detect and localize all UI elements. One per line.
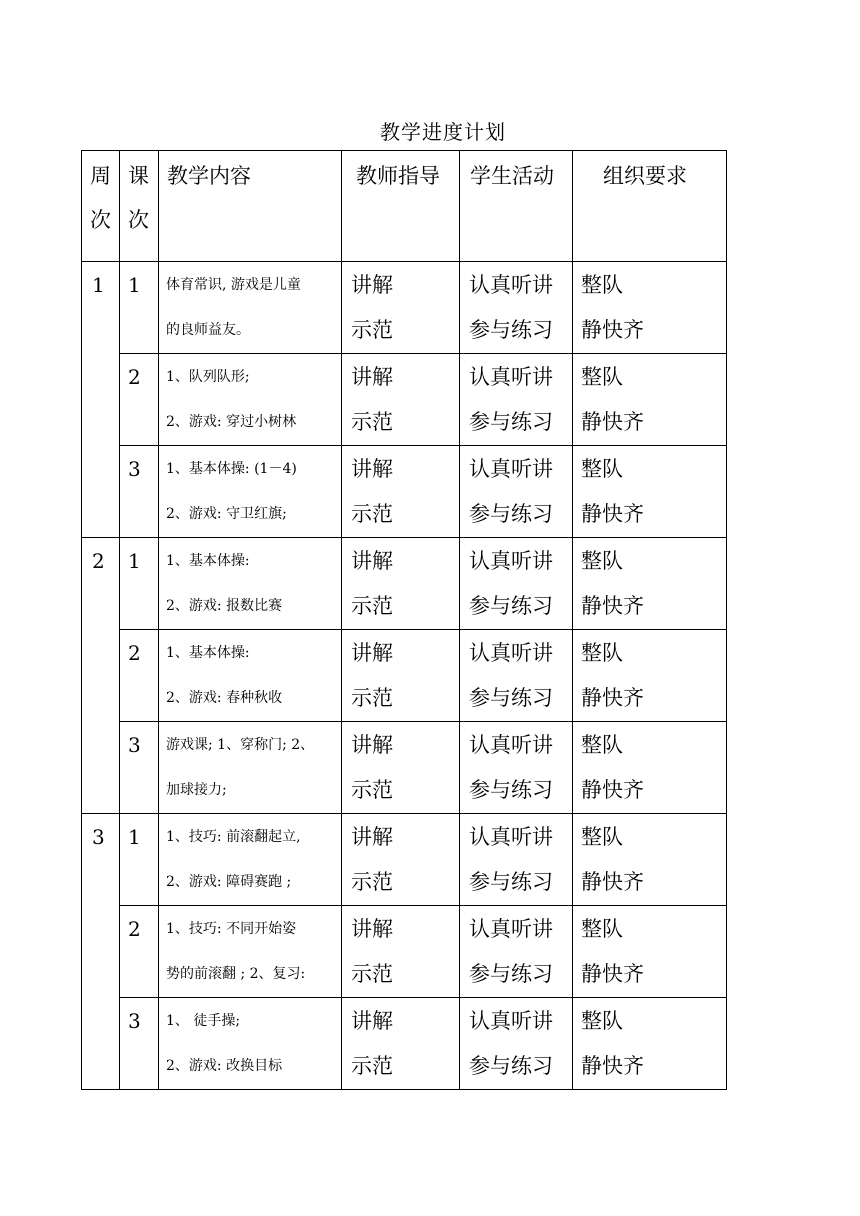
student-cell xyxy=(460,998,573,1090)
teacher-cell xyxy=(342,998,460,1090)
org-line: 静快齐 xyxy=(581,778,644,802)
student-line: 参与练习 xyxy=(469,1054,553,1078)
header-content-label: 教学内容 xyxy=(167,164,251,188)
week-cell xyxy=(82,814,120,1090)
lesson-cell xyxy=(120,446,159,538)
week-number: 3 xyxy=(92,825,105,849)
lesson-number: 1 xyxy=(128,273,141,297)
teacher-line: 示范 xyxy=(351,1054,393,1078)
org-line: 静快齐 xyxy=(581,594,644,618)
content-line: 2、游戏: 穿过小树林 xyxy=(166,414,297,430)
student-line: 认真听讲 xyxy=(469,825,553,849)
org-line: 整队 xyxy=(581,273,623,297)
teacher-line: 讲解 xyxy=(351,641,393,665)
student-line: 参与练习 xyxy=(469,778,553,802)
org-cell xyxy=(573,814,727,906)
table-row xyxy=(82,262,727,354)
content-line: 1、队列队形; xyxy=(166,369,250,385)
teacher-line: 讲解 xyxy=(351,733,393,757)
org-line: 静快齐 xyxy=(581,686,644,710)
org-cell xyxy=(573,538,727,630)
student-line: 认真听讲 xyxy=(469,733,553,757)
org-cell xyxy=(573,630,727,722)
header-content xyxy=(159,151,342,262)
lesson-number: 2 xyxy=(128,365,141,389)
week-number: 1 xyxy=(92,273,105,297)
org-line: 整队 xyxy=(581,365,623,389)
student-line: 认真听讲 xyxy=(469,457,553,481)
teacher-cell xyxy=(342,630,460,722)
content-line: 1、基本体操: (1－4) xyxy=(166,461,297,477)
student-line: 参与练习 xyxy=(469,870,553,894)
student-line: 参与练习 xyxy=(469,410,553,434)
org-cell xyxy=(573,998,727,1090)
header-student xyxy=(460,151,573,262)
teacher-cell xyxy=(342,538,460,630)
teacher-line: 示范 xyxy=(351,594,393,618)
student-line: 参与练习 xyxy=(469,502,553,526)
teacher-line: 示范 xyxy=(351,318,393,342)
student-line: 参与练习 xyxy=(469,962,553,986)
student-cell xyxy=(460,446,573,538)
teacher-line: 讲解 xyxy=(351,917,393,941)
lesson-cell xyxy=(120,906,159,998)
org-cell xyxy=(573,906,727,998)
lesson-number: 2 xyxy=(128,641,141,665)
org-cell xyxy=(573,354,727,446)
teacher-line: 示范 xyxy=(351,870,393,894)
org-cell xyxy=(573,262,727,354)
student-line: 认真听讲 xyxy=(469,1009,553,1033)
org-line: 静快齐 xyxy=(581,1054,644,1078)
lesson-cell xyxy=(120,998,159,1090)
student-line: 参与练习 xyxy=(469,318,553,342)
teacher-cell xyxy=(342,262,460,354)
content-cell xyxy=(159,814,342,906)
content-line: 加球接力; xyxy=(166,782,227,798)
content-line: 游戏课; 1、穿称门; 2、 xyxy=(166,737,315,753)
lesson-number: 3 xyxy=(128,733,141,757)
org-line: 静快齐 xyxy=(581,502,644,526)
teacher-line: 讲解 xyxy=(351,549,393,573)
content-line: 1、技巧: 不同开始姿 xyxy=(166,921,297,937)
lesson-number: 2 xyxy=(128,917,141,941)
content-line: 2、游戏: 改换目标 xyxy=(166,1058,283,1074)
teacher-line: 讲解 xyxy=(351,825,393,849)
org-cell xyxy=(573,722,727,814)
student-line: 认真听讲 xyxy=(469,917,553,941)
org-line: 静快齐 xyxy=(581,870,644,894)
lesson-cell xyxy=(120,814,159,906)
content-line: 2、游戏: 障碍赛跑 ; xyxy=(166,874,292,890)
lesson-cell xyxy=(120,354,159,446)
teacher-line: 讲解 xyxy=(351,457,393,481)
teacher-line: 示范 xyxy=(351,686,393,710)
page-title: 教学进度计划 xyxy=(380,120,506,144)
lesson-cell xyxy=(120,630,159,722)
content-line: 的良师益友。 xyxy=(166,322,250,338)
teacher-line: 示范 xyxy=(351,778,393,802)
content-line: 体育常识, 游戏是儿童 xyxy=(166,277,301,293)
table-header-row xyxy=(82,151,727,262)
content-line: 势的前滚翻 ; 2、复习: xyxy=(166,966,306,982)
org-line: 整队 xyxy=(581,549,623,573)
student-line: 认真听讲 xyxy=(469,273,553,297)
week-cell xyxy=(82,262,120,538)
teacher-line: 示范 xyxy=(351,410,393,434)
org-line: 静快齐 xyxy=(581,962,644,986)
content-cell xyxy=(159,906,342,998)
header-org-label: 组织要求 xyxy=(603,164,687,188)
org-line: 整队 xyxy=(581,733,623,757)
teacher-line: 讲解 xyxy=(351,365,393,389)
teacher-cell xyxy=(342,446,460,538)
content-line: 2、游戏: 报数比赛 xyxy=(166,598,283,614)
header-student-label: 学生活动 xyxy=(470,164,554,188)
org-line: 整队 xyxy=(581,917,623,941)
org-line: 整队 xyxy=(581,457,623,481)
table-row xyxy=(82,814,727,906)
content-line: 1、基本体操: xyxy=(166,645,250,661)
header-lesson-char-1: 课 xyxy=(128,164,149,188)
header-org xyxy=(573,151,727,262)
lesson-number: 1 xyxy=(128,549,141,573)
table-row xyxy=(82,446,727,538)
org-line: 整队 xyxy=(581,641,623,665)
student-line: 参与练习 xyxy=(469,594,553,618)
student-cell xyxy=(460,538,573,630)
teacher-line: 讲解 xyxy=(351,1009,393,1033)
week-cell xyxy=(82,538,120,814)
student-cell xyxy=(460,262,573,354)
lesson-number: 3 xyxy=(128,1009,141,1033)
content-cell xyxy=(159,262,342,354)
student-line: 认真听讲 xyxy=(469,365,553,389)
teacher-line: 讲解 xyxy=(351,273,393,297)
org-line: 整队 xyxy=(581,1009,623,1033)
teacher-cell xyxy=(342,354,460,446)
teaching-plan-table xyxy=(81,150,727,1090)
student-line: 参与练习 xyxy=(469,686,553,710)
header-week-char-2: 次 xyxy=(90,208,111,232)
header-teacher-label: 教师指导 xyxy=(356,164,440,188)
org-line: 整队 xyxy=(581,825,623,849)
lesson-cell xyxy=(120,262,159,354)
teacher-cell xyxy=(342,814,460,906)
content-cell xyxy=(159,722,342,814)
org-line: 静快齐 xyxy=(581,318,644,342)
header-week xyxy=(82,151,120,262)
lesson-cell xyxy=(120,538,159,630)
content-cell xyxy=(159,538,342,630)
teacher-cell xyxy=(342,906,460,998)
teacher-line: 示范 xyxy=(351,502,393,526)
content-line: 1、技巧: 前滚翻起立, xyxy=(166,829,301,845)
lesson-cell xyxy=(120,722,159,814)
lesson-number: 3 xyxy=(128,457,141,481)
student-cell xyxy=(460,354,573,446)
content-line: 1、基本体操: xyxy=(166,553,250,569)
header-lesson-char-2: 次 xyxy=(128,208,149,232)
table-row xyxy=(82,998,727,1090)
student-cell xyxy=(460,814,573,906)
student-line: 认真听讲 xyxy=(469,641,553,665)
table-row xyxy=(82,906,727,998)
header-teacher xyxy=(342,151,460,262)
table-row xyxy=(82,538,727,630)
week-number: 2 xyxy=(92,549,105,573)
header-lesson xyxy=(120,151,159,262)
content-line: 2、游戏: 守卫红旗; xyxy=(166,506,287,522)
content-line: 1、 徒手操; xyxy=(166,1013,241,1029)
teacher-cell xyxy=(342,722,460,814)
content-cell xyxy=(159,354,342,446)
student-cell xyxy=(460,630,573,722)
org-line: 静快齐 xyxy=(581,410,644,434)
student-cell xyxy=(460,906,573,998)
header-week-char-1: 周 xyxy=(90,164,111,188)
content-cell xyxy=(159,998,342,1090)
lesson-number: 1 xyxy=(128,825,141,849)
table-row xyxy=(82,630,727,722)
table-row xyxy=(82,354,727,446)
teacher-line: 示范 xyxy=(351,962,393,986)
content-cell xyxy=(159,446,342,538)
table-row xyxy=(82,722,727,814)
student-line: 认真听讲 xyxy=(469,549,553,573)
org-cell xyxy=(573,446,727,538)
content-cell xyxy=(159,630,342,722)
student-cell xyxy=(460,722,573,814)
content-line: 2、游戏: 春种秋收 xyxy=(166,690,283,706)
